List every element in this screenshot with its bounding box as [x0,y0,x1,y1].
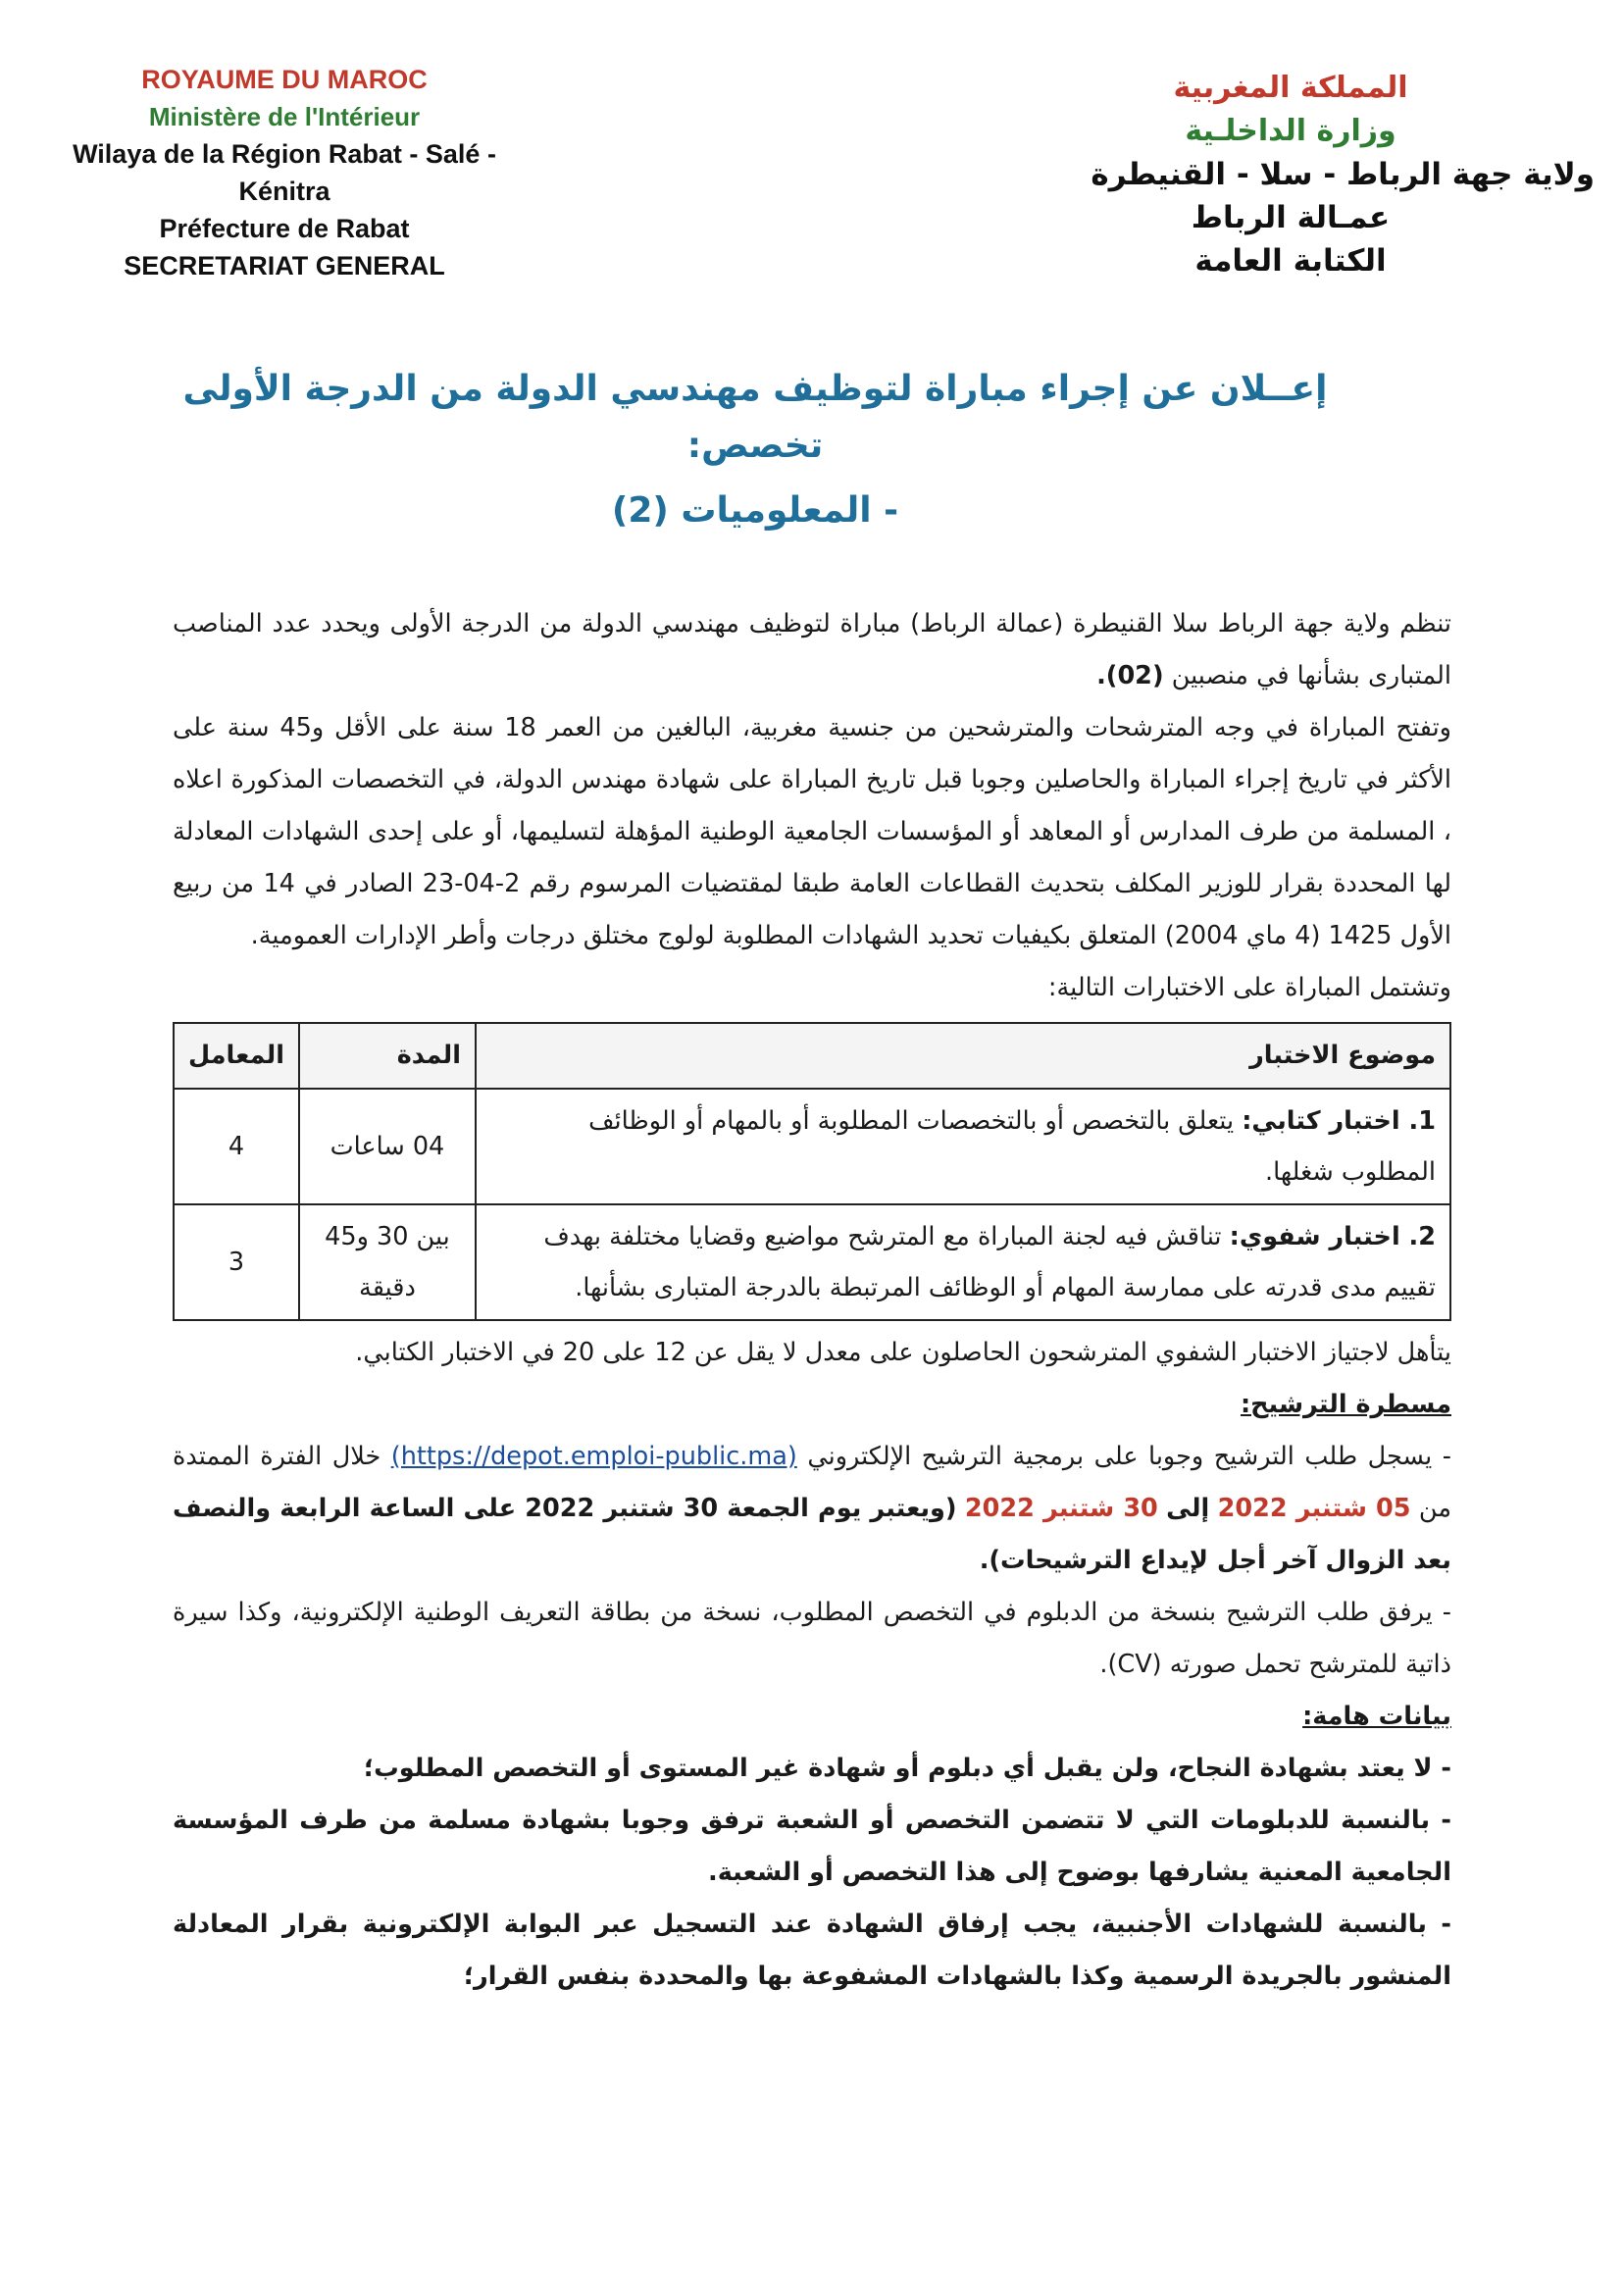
announcement-title [147,361,1363,539]
application-portal-link[interactable]: (https://depot.emploi-public.ma) [390,1442,797,1471]
header-french [39,61,530,284]
exam-coefficient: 3 [174,1204,299,1320]
header-fr-secretariat: SECRETARIAT GENERAL [124,251,445,280]
header-fr-wilaya: Wilaya de la Région Rabat - Salé - Kénitra [73,139,496,206]
procedure-heading [173,1379,1451,1431]
note-item-3 [173,1899,1451,2003]
date-to: 30 شتنبر 2022 [964,1494,1158,1523]
positions-count: (02). [1096,661,1164,690]
procedure-item-1-start: - يسجل طلب الترشيح وجوبا على برمجية الترشيح الإلكتروني [807,1442,1452,1471]
col-duration: المدة [299,1023,476,1089]
announcement-body [173,598,1451,2003]
header-ar-secretariat: الكتابة العامة [1194,243,1387,279]
paragraph-eligibility: وتفتح المباراة في وجه المترشحات والمترشحين من جنسية مغربية، البالغين من العمر 18 سنة على الأقل و45 سنة على الأكثر في تاريخ إجراء المباراة والحاصلين وجوبا قبل تاريخ المباراة على شهادة مهندس الدولة، في التخصصات المذكورة اعلاه ، المسلمة من طرف المدارس أو المعاهد أو المؤسسات الجامعية الوطنية المؤهلة لتسليمها، أو على إحدى الشهادات المعادلة لها المحددة بقرار للوزير المكلف بتحديث القطاعات العامة طبقا لمقتضيات المرسوم رقم 2-04-23 الصادر في 14 من ربيع الأول 1425 (4 ماي 2004) المتعلق بكيفيات تحديد الشهادات المطلوبة لولوج مختلق درجات وأطر الإدارات العمومية. [173,713,1451,950]
procedure-item-2: - يرفق طلب الترشيح بنسخة من الدبلوم في التخصص المطلوب، نسخة من بطاقة التعريف الوطنية الإلكترونية، وكذا سيرة ذاتية للمترشح تحمل صورته (CV). [173,1598,1451,1679]
header-fr-kingdom: ROYAUME DU MAROC [141,65,428,94]
header-fr-prefecture: Préfecture de Rabat [159,214,410,243]
note-item-1-text: - لا يعتد بشهادة النجاح، ولن يقبل أي دبلوم أو شهادة غير المستوى أو التخصص المطلوب؛ [363,1754,1451,1783]
note-item-2 [173,1795,1451,1899]
table-row [174,1204,1450,1320]
notes-heading-text: بيانات هامة: [1302,1702,1451,1731]
note-item-2-text: - بالنسبة للدبلومات التي لا تتضمن التخصص أو الشعبة ترفق وجوبا بشهادة مسلمة من طرف المؤسسة الجامعية المعنية يشارفها بوضوح إلى هذا التخصص أو الشعبة. [173,1806,1451,1887]
header-ar-wilaya: ولاية جهة الرباط - سلا - القنيطرة [1091,157,1595,192]
procedure-item-1-mid: خلال الفترة الممتدة من [173,1442,1451,1523]
header-fr-ministry: Ministère de l'Intérieur [148,102,421,131]
note-item-3-text: - بالنسبة للشهادات الأجنبية، يجب إرفاق الشهادة عند التسجيل عبر البوابة الإلكترونية بقرار المعادلة المنشور بالجريدة الرسمية وكذا بالشهادات المشفوعة بها والمحددة بنفس القرار؛ [173,1910,1451,1991]
exam-description: تناقش فيه لجنة المباراة مع المترشح مواضيع وقضايا مختلفة بهدف تقييم مدى قدرته على ممارسة المهام أو الوظائف المرتبطة بالدرجة المتبارى بشأنها. [543,1222,1436,1302]
header-ar-ministry: وزارة الداخلـية [1185,114,1396,148]
col-subject: موضوع الاختبار [476,1023,1450,1089]
procedure-item-1 [173,1431,1451,1587]
note-item-1 [173,1743,1451,1795]
col-coefficient: المعامل [174,1023,299,1089]
title-line-2: - المعلوميات (2) [611,490,899,531]
title-line-1: إعــلان عن إجراء مباراة لتوظيف مهندسي الدولة من الدرجة الأولى تخصص: [182,369,1328,466]
procedure-heading-text: مسطرة الترشيح: [1240,1390,1451,1419]
exam-coefficient: 4 [174,1089,299,1204]
header-ar-kingdom: المملكة المغربية [1173,71,1408,105]
paragraph-qualification: يتأهل لاجتياز الاختبار الشفوي المترشحون الحاصلون على معدل لا يقل عن 12 على 20 في الاختبار الكتابي. [355,1338,1451,1367]
exam-description: يتعلق بالتخصص أو بالتخصصات المطلوبة أو بالمهام أو الوظائف المطلوب شغلها. [588,1106,1436,1187]
to-word: إلى [1166,1494,1210,1523]
table-header-row [174,1023,1450,1089]
exam-duration: 04 ساعات [299,1089,476,1204]
exam-label: 1. اختبار كتابي: [1242,1106,1436,1136]
exam-subject-cell [476,1089,1450,1204]
header-arabic [1085,67,1595,282]
exam-duration: بين 30 و45 دقيقة [299,1204,476,1320]
exams-table [173,1022,1451,1321]
table-row [174,1089,1450,1204]
paragraph-exams-intro: وتشتمل المباراة على الاختبارات التالية: [1047,973,1451,1002]
paragraph-intro [173,598,1451,702]
header-ar-prefecture: عمـالة الرباط [1191,200,1391,235]
exam-label: 2. اختبار شفوي: [1229,1222,1436,1251]
exam-subject-cell [476,1204,1450,1320]
intro-text: تنظم ولاية جهة الرباط سلا القنيطرة (عمالة الرباط) مباراة لتوظيف مهندسي الدولة من الدرجة الأولى ويحدد عدد المناصب المتبارى بشأنها في منصبين [173,609,1451,690]
notes-heading [173,1691,1451,1743]
procedure-item-1-end: (ويعتبر يوم الجمعة 30 شتنبر 2022 على الساعة الرابعة والنصف بعد الزوال آخر أجل لإيداع الترشيحات). [173,1494,1451,1575]
date-from: 05 شتنبر 2022 [1217,1494,1411,1523]
